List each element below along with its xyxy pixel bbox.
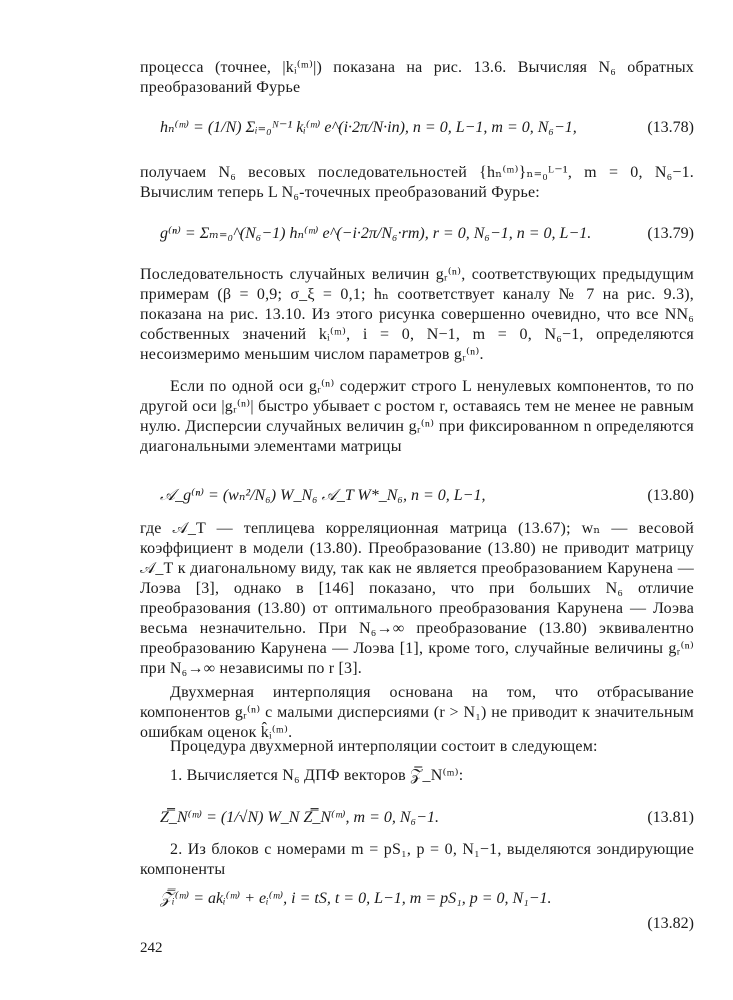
equation-13-79	[140, 222, 694, 246]
equation-formula: g⁽ⁿ⁾ = Σₘ₌₀^(N₆−1) hₙ⁽ᵐ⁾ e^(−i·2π/N₆·rm), r = 0, N₆−1, n = 0, L−1.	[160, 225, 592, 242]
paragraph-9: 2. Из блоков с номерами m = pS₁, p = 0, N₁−1, выделяются зондирующие компоненты	[140, 841, 694, 878]
equation-number: (13.80)	[647, 487, 694, 504]
equation-13-80	[140, 484, 694, 508]
paragraph-1: процесса (точнее, |kᵢ⁽ᵐ⁾|) показана на рис. 13.6. Вычисляя N₆ обратных преобразований Фурье	[140, 59, 694, 96]
page-number: 242	[140, 940, 163, 956]
paragraph-6: Двухмерная интерполяция основана на том, что отбрасывание компонентов gᵣ⁽ⁿ⁾ с малыми дисперсиями (r > N₁) не приводит к значительным ошибкам оценок k̂ᵢ⁽ᵐ⁾.	[140, 684, 694, 741]
equation-formula: 𝒜_g⁽ⁿ⁾ = (wₙ²/N₆) W_N₆ 𝒜_T W*_N₆, n = 0, L−1,	[160, 487, 486, 504]
equation-13-81	[140, 806, 694, 830]
equation-13-82	[140, 887, 694, 911]
equation-formula: hₙ⁽ᵐ⁾ = (1/N) Σᵢ₌₀ᴺ⁻¹ kᵢ⁽ᵐ⁾ e^(i·2π/N·in), n = 0, L−1, m = 0, N₆−1,	[160, 119, 577, 136]
equation-13-82-number-row	[140, 912, 694, 936]
equation-number: (13.81)	[647, 809, 694, 826]
equation-formula: 𝒵̿ᵢ⁽ᵐ⁾ = akᵢ⁽ᵐ⁾ + eᵢ⁽ᵐ⁾, i = tS, t = 0, L−1, m = pS₁, p = 0, N₁−1.	[160, 890, 552, 907]
equation-number: (13.82)	[647, 915, 694, 932]
equation-number: (13.79)	[647, 225, 694, 242]
paragraph-4: Если по одной оси gᵣ⁽ⁿ⁾ содержит строго L ненулевых компонентов, то по другой оси |gᵣ⁽ⁿ⁾| быстро убывает с ростом r, оставаясь тем не менее не равным нулю. Дисперсии случайных величин gᵣ⁽ⁿ⁾ при фиксированном n определяются диагональными элементами матрицы	[140, 378, 694, 455]
paragraph-3: Последовательность случайных величин gᵣ⁽ⁿ⁾, соответствующих предыдущим примерам (β = 0,9; σ_ξ = 0,1; hₙ соответствует каналу № 7 на рис. 9.3), показана на рис. 13.10. Из этого рисунка совершенно очевидно, что все NN₆ собственных значений kᵢ⁽ᵐ⁾, i = 0, N−1, m = 0, N₆−1, определяются несоизмеримо меньшим числом параметров gᵣ⁽ⁿ⁾.	[140, 266, 694, 363]
equation-13-78	[140, 116, 694, 140]
paragraph-2: получаем N₆ весовых последовательностей {hₙ⁽ᵐ⁾}ₙ₌₀ᴸ⁻¹, m = 0, N₆−1. Вычислим теперь L N₆-точечных преобразований Фурье:	[140, 164, 694, 201]
equation-number: (13.78)	[647, 119, 694, 136]
paragraph-5: где 𝒜_T — теплицева корреляционная матрица (13.67); wₙ — весовой коэффициент в модели (13.80). Преобразование (13.80) не приводит матрицу 𝒜_T к диагональному виду, так как не является преобразованием Карунена — Лоэва [3], однако в [146] показано, что при больших N₆ отличие преобразования (13.80) от оптимального преобразования Карунена — Лоэва весьма незначительно. При N₆→∞ преобразование (13.80) эквивалентно преобразованию Карунена — Лоэва [1], кроме того, случайные величины gᵣ⁽ⁿ⁾ при N₆→∞ независимы по r [3].	[140, 520, 694, 677]
paragraph-8: 1. Вычисляется N₆ ДПФ векторов 𝒵̿_N⁽ᵐ⁾:	[170, 767, 464, 784]
paragraph-7: Процедура двухмерной интерполяции состоит в следующем:	[170, 738, 598, 755]
equation-formula: Z̿_N⁽ᵐ⁾ = (1/√N) W_N Z̿_N⁽ᵐ⁾, m = 0, N₆−1.	[160, 809, 439, 826]
